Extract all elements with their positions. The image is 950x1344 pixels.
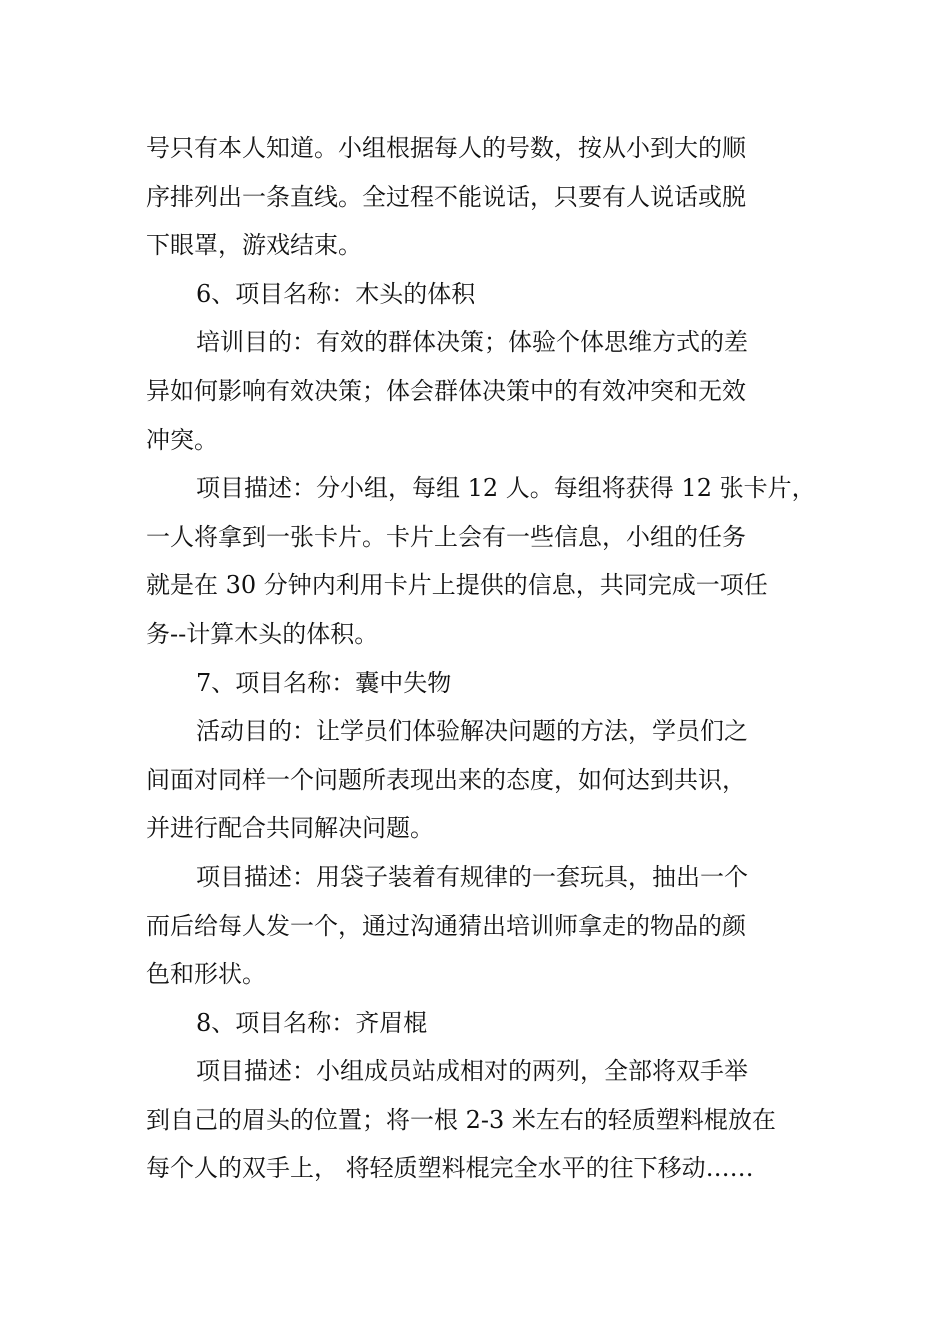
text-line: 项目描述：分小组，每组 12 人。每组将获得 12 张卡片， — [196, 474, 816, 503]
section-heading-7: 7、项目名称：囊中失物 — [196, 668, 452, 697]
document-body — [146, 124, 814, 1193]
text-line: 并进行配合共同解决问题。 — [146, 814, 434, 843]
text-line: 项目描述：小组成员站成相对的两列，全部将双手举 — [196, 1057, 748, 1086]
text-line: 号只有本人知道。小组根据每人的号数，按从小到大的顺 — [146, 134, 746, 162]
section-heading-6: 6、项目名称：木头的体积 — [196, 279, 476, 308]
text-line: 就是在 30 分钟内利用卡片上提供的信息，共同完成一项任 — [146, 571, 768, 600]
text-line: 序排列出一条直线。全过程不能说话，只要有人说话或脱 — [146, 182, 746, 211]
text-line: 异如何影响有效决策；体会群体决策中的有效冲突和无效 — [146, 376, 746, 405]
text-line: 活动目的：让学员们体验解决问题的方法，学员们之 — [196, 717, 748, 746]
text-line: 一人将拿到一张卡片。卡片上会有一些信息，小组的任务 — [146, 522, 746, 551]
text-line: 而后给每人发一个，通过沟通猜出培训师拿走的物品的颜 — [146, 911, 746, 940]
text-line: 下眼罩，游戏结束。 — [146, 231, 362, 260]
text-line: 色和形状。 — [146, 960, 266, 989]
text-line: 项目描述：用袋子装着有规律的一套玩具，抽出一个 — [196, 862, 748, 891]
section-heading-8: 8、项目名称：齐眉棍 — [196, 1008, 428, 1037]
text-line: 间面对同样一个问题所表现出来的态度，如何达到共识， — [146, 765, 746, 794]
text-line: 到自己的眉头的位置；将一根 2-3 米左右的轻质塑料棍放在 — [146, 1105, 776, 1134]
text-line: 培训目的：有效的群体决策；体验个体思维方式的差 — [196, 328, 748, 357]
text-line: 每个人的双手上， 将轻质塑料棍完全水平的往下移动…… — [146, 1154, 754, 1183]
text-line: 冲突。 — [146, 425, 218, 454]
text-line: 务--计算木头的体积。 — [146, 619, 379, 648]
